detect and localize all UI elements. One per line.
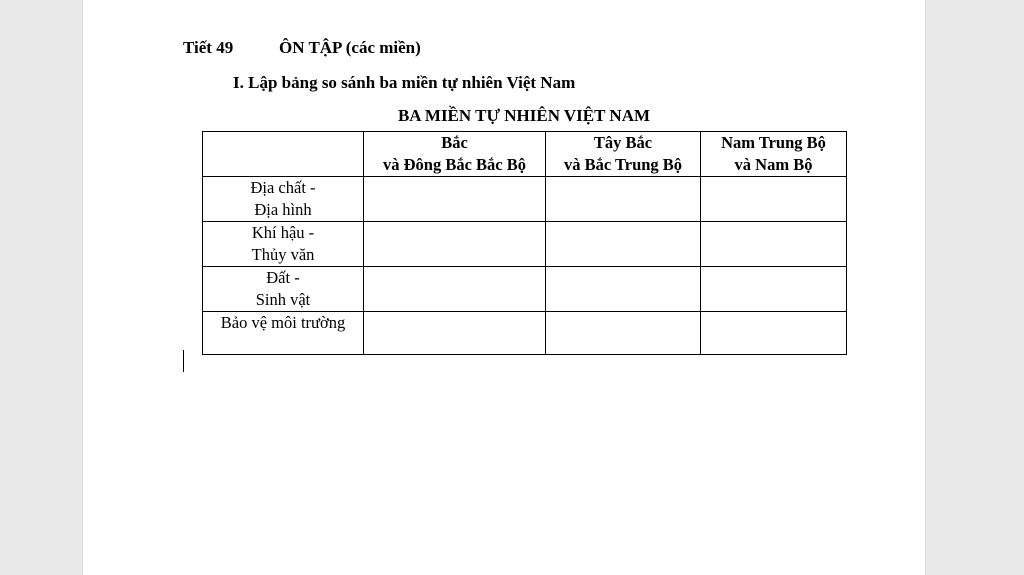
lesson-number: Tiết 49 <box>183 38 234 57</box>
table-title: BA MIỀN TỰ NHIÊN VIỆT NAM <box>397 106 651 125</box>
row-label-cell[interactable] <box>203 222 364 267</box>
row-label-line: Thủy văn <box>251 245 315 264</box>
table-cell[interactable] <box>701 177 847 222</box>
table-cell[interactable] <box>364 312 546 355</box>
header-cell-empty[interactable] <box>203 132 364 177</box>
text-cursor <box>183 350 184 372</box>
table-cell[interactable] <box>364 267 546 312</box>
table-cell[interactable] <box>364 222 546 267</box>
table-header-row <box>203 132 847 177</box>
table-row <box>203 222 847 267</box>
header-cell-south[interactable] <box>701 132 847 177</box>
document-page[interactable] <box>82 0 926 575</box>
row-label-cell[interactable] <box>203 312 364 355</box>
header-cell-line: và Nam Bộ <box>734 155 813 174</box>
header-cell-line: Bắc <box>441 133 468 152</box>
table-cell[interactable] <box>701 267 847 312</box>
row-label-line: Bảo vệ môi trường <box>220 313 346 332</box>
table-cell[interactable] <box>701 312 847 355</box>
row-label-cell[interactable] <box>203 267 364 312</box>
header-cell-line: Nam Trung Bộ <box>721 133 826 152</box>
header-cell-northwest[interactable] <box>546 132 701 177</box>
row-label-cell[interactable] <box>203 177 364 222</box>
row-label-line: Đất - <box>266 268 300 287</box>
row-label-line: Địa hình <box>254 200 312 219</box>
header-cell-north[interactable] <box>364 132 546 177</box>
row-label-line: Khí hậu - <box>251 223 315 242</box>
lesson-heading <box>183 38 421 58</box>
table-row <box>203 177 847 222</box>
header-cell-line: và Bắc Trung Bộ <box>563 155 683 174</box>
table-cell[interactable] <box>546 177 701 222</box>
row-label-line: Sinh vật <box>255 290 311 309</box>
header-cell-line: và Đông Bắc Bắc Bộ <box>382 155 526 174</box>
lesson-title: ÔN TẬP (các miền) <box>279 38 421 57</box>
table-cell[interactable] <box>546 222 701 267</box>
table-cell[interactable] <box>546 312 701 355</box>
table-cell[interactable] <box>701 222 847 267</box>
row-label-line: Địa chất - <box>250 178 316 197</box>
table-cell[interactable] <box>364 177 546 222</box>
comparison-table[interactable] <box>202 131 847 355</box>
table-row <box>203 267 847 312</box>
header-cell-line: Tây Bắc <box>593 133 653 152</box>
table-row <box>203 312 847 355</box>
section-title: I. Lập bảng so sánh ba miền tự nhiên Việt Nam <box>233 73 576 92</box>
table-cell[interactable] <box>546 267 701 312</box>
